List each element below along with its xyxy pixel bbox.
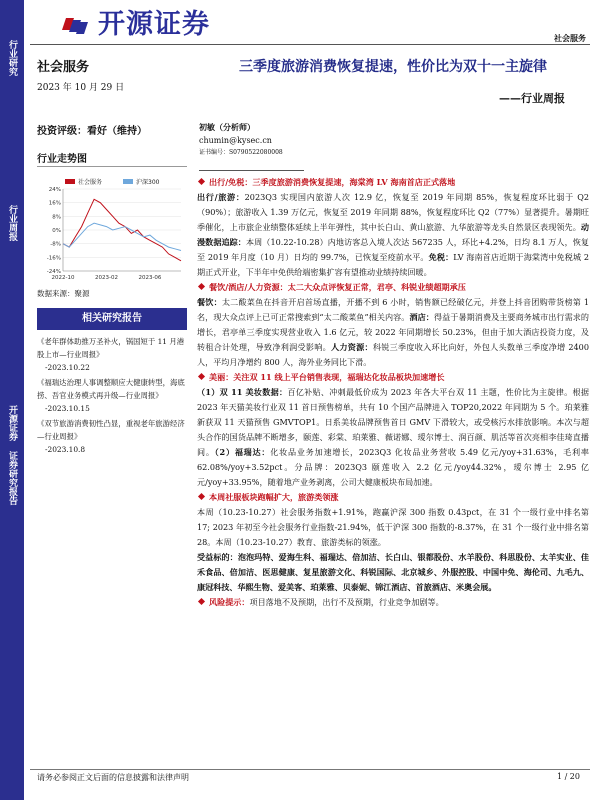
analyst-email[interactable]: chumin@kysec.cn (199, 136, 272, 145)
header-divider (30, 44, 590, 45)
related-report-title: 《双节旅游消费韧性凸显，重视老年旅游经济—行业周报》 (37, 419, 185, 441)
para-lead: 人力资源： (331, 342, 373, 352)
legend-label: 社会服务 (78, 179, 103, 186)
trend-divider (37, 166, 187, 167)
bullet-icon (198, 598, 205, 605)
bullet-icon (198, 178, 205, 185)
y-tick-label: 8% (52, 214, 61, 221)
page-number: 1 / 20 (556, 772, 580, 781)
analyst-divider (199, 170, 304, 171)
investment-rating: 投资评级：看好（维持） (37, 126, 147, 137)
logo-mark-icon (60, 8, 90, 36)
paragraph: 2023Q3 实现国内旅游人次 12.9 亿，恢复至 2019 年同期 85%，恢复程度环比弱于 Q2（90%）；旅游收入 1.39 万亿元，恢复至 2019 年同期 88%，恢复程度环比 Q2（77%）显著提升。暑期旺季催化，上市旅企业绩整体延续上半年弹性，其中长白山、黄山旅游、九华旅游等龙头自然景区表现领先。 (197, 192, 589, 232)
beneficiary-list: 泡泡玛特、爱海生科、福瑞达、倍加洁、长白山、银都股份、水羊股份、科思股份、太羊实业、佳禾食品、倍加洁、医思健康、复星旅游文化、科锐国际、北京城乡、外服控股、中国中免、海伦司、九毛九、康冠科技、华熙生物、爱美客、珀莱雅、贝泰妮、锦江酒店、首旅酒店、米奥会展。 (197, 552, 589, 592)
paragraph: 科锐三季度收入环比向好，外包人头数单三季度净增 2400 人，平均月净增约 800 人，海外业务同比下滑。 (197, 342, 589, 367)
related-report[interactable] (37, 417, 189, 456)
trend-title: 行业走势图 (37, 154, 87, 165)
section-heading: 餐饮/酒店/人力资源：太二大众点评恢复正常，君亭、科锐业绩超期承压 (209, 282, 466, 292)
bullet-icon (198, 493, 205, 500)
footer-disclaimer: 请务必参阅正文后面的信息披露和法律声明 (37, 773, 189, 782)
related-report-date: -2023.10.8 (45, 445, 86, 454)
para-lead: （2）福瑞达： (214, 447, 271, 457)
related-report-date: -2023.10.22 (45, 363, 90, 372)
bullet-icon (198, 373, 205, 380)
related-report-title: 《老年群体助推万圣补火，锅国短于 11 月港股上市—行业周报》 (37, 337, 185, 359)
header-category: 社会服务 (554, 33, 586, 43)
paragraph: 得益于暑期消费及主要商务城市出行需求的增长，君亭单三季度实现营业收入 1.6 亿元，较 2022 年同期增长 50.23%，但由于加大酒店投资力度，及转租合计处理，导致净利润受影响。 (197, 312, 589, 352)
para-lead: （1）双 11 美妆数据： (197, 387, 288, 397)
side-label-top: 行业研究 (7, 40, 17, 76)
bullet-icon (198, 283, 205, 290)
side-label-bottom: 开源证券 证券研究报告 (7, 405, 17, 505)
report-title: 三季度旅游消费恢复提速，性价比为双十一主旋律 (239, 59, 547, 75)
para-lead: 出行/旅游： (197, 192, 245, 202)
section-heading: 本周社服板块跑幅扩大，旅游类领涨 (209, 492, 339, 502)
legend-swatch (123, 179, 133, 184)
related-report-date: -2023.10.15 (45, 404, 90, 413)
section-heading: 美丽：关注双 11 线上平台销售表现，福瑞达化妆品板块加速增长 (209, 372, 445, 382)
para-lead: 动漫数据追踪： (197, 222, 589, 247)
legend-swatch (65, 179, 75, 184)
report-subtitle: ——行业周报 (499, 92, 565, 105)
paragraph: 太二酸菜鱼在抖音开启首场直播，开播不到 6 小时，销售额已经破亿元，并登上抖音团购带货榜第 1 名，现大众点评上已可正常搜索到“太二酸菜鱼”相关内容。 (197, 297, 589, 322)
related-report[interactable] (37, 335, 189, 374)
related-report-title: 《福瑞达治理人事调整顺应大健康转型，海底捞、吾官业务模式再升级—行业周报》 (37, 378, 185, 400)
y-tick-label: -24% (46, 269, 61, 275)
risk-text: 项目落地不及预期，出行不及预期，行业竞争加剧等。 (249, 597, 444, 607)
para-lead: 受益标的： (197, 552, 238, 562)
y-tick-label: 24% (48, 187, 61, 193)
related-report[interactable] (37, 376, 189, 415)
sector-name: 社会服务 (37, 60, 90, 75)
side-label-mid: 行业周报 (7, 205, 17, 241)
y-tick-label: 0% (52, 228, 61, 234)
related-reports-title: 相关研究报告 (37, 308, 187, 330)
report-body (197, 175, 589, 610)
paragraph: 化妆品业务加速增长，2023Q3 化妆品业务营收 5.49 亿元/yoy+31.63%，毛利率 62.08%/yoy+3.52pct。分品牌：2023Q3 颐莲收入 2.2 亿元/yoy44.32%，瑷尔博士 2.95 亿元/yoy+33.95%，随着地产业务剥离，公司大健康板块布局加速。 (197, 447, 589, 487)
chart-source: 数据来源：聚源 (37, 289, 90, 298)
paragraph: 百亿补贴、冲刺最低价成为 2023 年各大平台双 11 主题，性价比为主旋律。根据 2023 年天猫美妆行业双 11 首日预售榜单，共有 10 个国产品牌进入 TOP20,2022 年同期为 5 个。珀莱雅新获双 11 天猫预售 GMVTOP1。日系美妆品牌预售首日 GMV 下滑较大，或受核污水排放影响。本次与超头合作的国货品牌不断增多，颐莲、彩棠、珀莱雅、薇诺娜、瑷尔博士、润百颜、肌活等首次亮相李佳琦直播间。 (197, 387, 589, 457)
y-tick-label: -16% (46, 255, 61, 262)
x-tick-label: 2022-10 (51, 275, 75, 281)
risk-heading: 风险提示： (209, 597, 250, 607)
analyst-name: 初敏（分析师） (199, 122, 255, 132)
paragraph: LV 海南首店近期于海棠湾中免税城 2 期正式开业，下半年中免供给端密集扩容有望推动业绩持续回暖。 (197, 252, 589, 277)
related-reports-list (37, 335, 189, 458)
report-date: 2023 年 10 月 29 日 (37, 83, 125, 93)
x-tick-label: 2023-02 (94, 275, 118, 281)
brand-name: 开源证券 (98, 9, 210, 40)
trend-chart (37, 173, 187, 288)
para-lead: 酒店： (409, 312, 434, 322)
analyst-cert: 证书编号：S0790522080008 (199, 149, 283, 156)
legend-label: 沪深300 (136, 179, 160, 186)
para-lead: 餐饮： (197, 297, 222, 307)
side-strip (0, 0, 24, 800)
y-tick-label: 16% (48, 200, 61, 207)
analyst-block (199, 120, 283, 158)
para-lead: 免税： (428, 252, 454, 262)
section-heading: 出行/免税：三季度旅游消费恢复提速，海棠湾 LV 海南首店正式落地 (209, 177, 456, 187)
paragraph: 本周（10.22-10.28）内地访客总入境人次达 567235 人，环比+4.2%，日均 8.1 万人，恢复至 2019 年月度（10 月）日均的 99.7%，已恢复至疫前水平。 (197, 237, 589, 262)
brand-logo (60, 2, 210, 41)
y-tick-label: -8% (50, 241, 61, 248)
footer-divider (30, 769, 590, 770)
paragraph: 本周（10.23-10.27）社会服务指数+1.91%，跑赢沪深 300 指数 0.43pct，在 31 个一级行业中排名第 17; 2023 年初至今社会服务行业指数-21.94%，低于沪深 300 指数的-8.37%，在 31 个一级行业中排名第 28。本周（10.23-10.27）教育、旅游类标的领涨。 (197, 507, 589, 547)
x-tick-label: 2023-06 (138, 275, 162, 281)
